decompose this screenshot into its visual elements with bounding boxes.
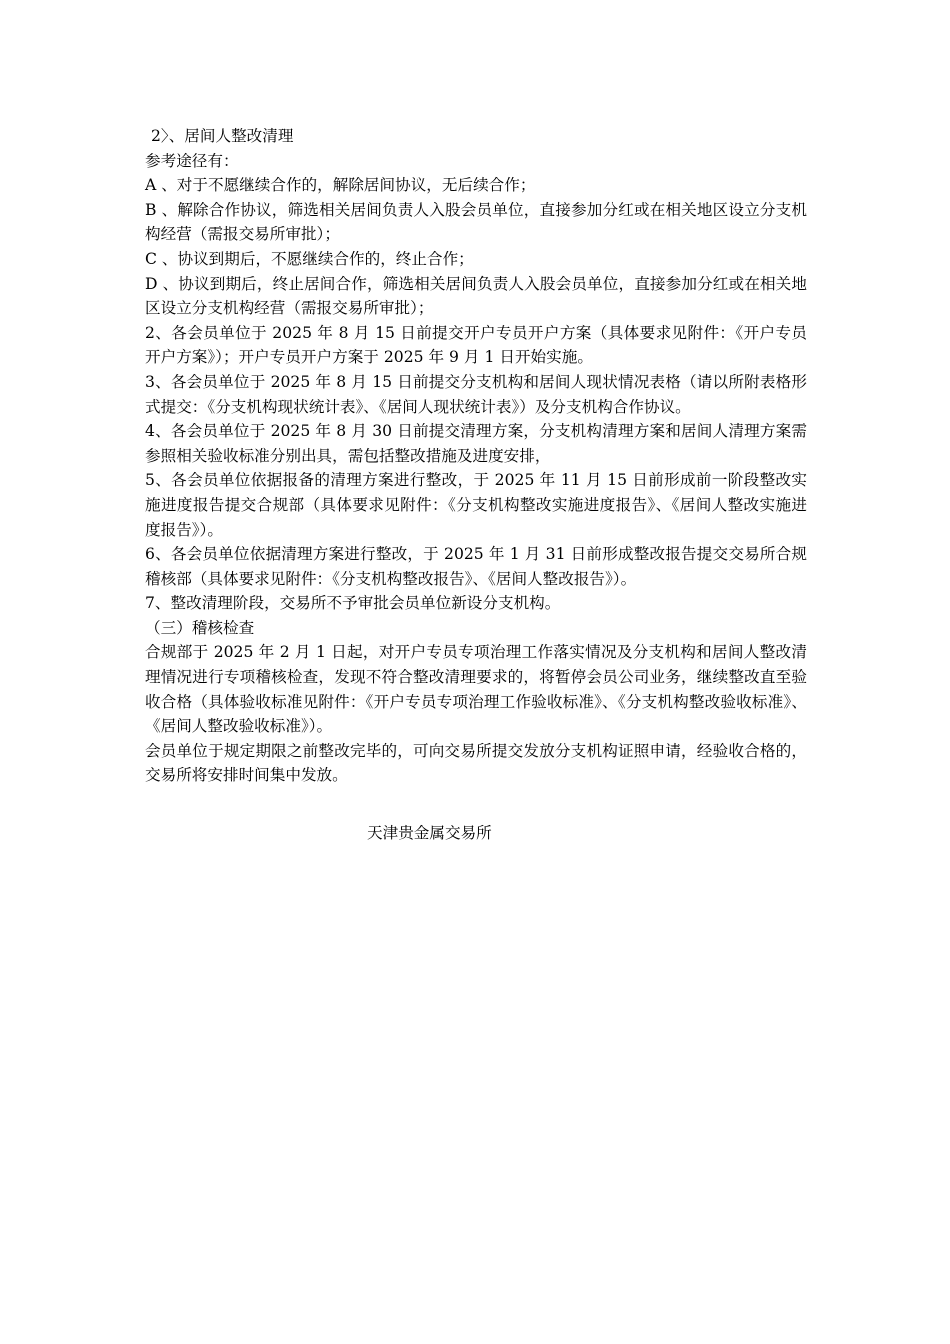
item-2-account-opening-plan: 2、各会员单位于 2025 年 8 月 15 日前提交开户专员开户方案（具体要求见附件：《开户专员开户方案》）；开户专员开户方案于 2025 年 9 月 1 日开始实施。 bbox=[145, 323, 807, 367]
reference-approaches-label: 参考途径有： bbox=[145, 151, 239, 170]
approach-b: B 、解除合作协议，筛选相关居间负责人入股会员单位，直接参加分红或在相关地区设立分支机构经营（需报交易所审批）； bbox=[145, 200, 807, 244]
item-6-rectification-report: 6、各会员单位依据清理方案进行整改，于 2025 年 1 月 31 日前形成整改报告提交交易所合规稽核部（具体要求见附件：《分支机构整改报告》、《居间人整改报告》）。 bbox=[145, 545, 807, 588]
item-3-status-tables: 3、各会员单位于 2025 年 8 月 15 日前提交分支机构和居间人现状情况表格（请以所附表格形式提交：《分支机构现状统计表》、《居间人现状统计表》）及分支机构合作协议。 bbox=[145, 372, 807, 416]
approach-a: A 、对于不愿继续合作的，解除居间协议，无后续合作； bbox=[145, 176, 536, 195]
license-issuance-paragraph: 会员单位于规定期限之前整改完毕的，可向交易所提交发放分支机构证照申请，经验收合格的，交易所将安排时间集中发放。 bbox=[145, 741, 807, 785]
document-body bbox=[145, 124, 807, 788]
issuer-signature: 天津贵金属交易所 bbox=[367, 824, 492, 842]
approach-c: C 、协议到期后，不愿继续合作的，终止合作； bbox=[145, 249, 474, 268]
item-4-cleanup-plan: 4、各会员单位于 2025 年 8 月 30 日前提交清理方案，分支机构清理方案和居间人清理方案需参照相关验收标准分别出具，需包括整改措施及进度安排， bbox=[145, 422, 807, 465]
item-5-progress-report: 5、各会员单位依据报备的清理方案进行整改，于 2025 年 11 月 15 日前形成前一阶段整改实施进度报告提交合规部（具体要求见附件：《分支机构整改实施进度报告》、《居间人整改实施进度报告》）。 bbox=[145, 471, 807, 539]
section-heading-broker-rectification: 2〉、居间人整改清理 bbox=[151, 127, 294, 145]
approach-d: D 、协议到期后，终止居间合作，筛选相关居间负责人入股会员单位，直接参加分红或在相关地区设立分支机构经营（需报交易所审批）； bbox=[145, 274, 807, 318]
item-7-no-new-branches: 7、整改清理阶段，交易所不予审批会员单位新设分支机构。 bbox=[145, 594, 561, 613]
audit-inspection-paragraph: 合规部于 2025 年 2 月 1 日起，对开户专员专项治理工作落实情况及分支机构和居间人整改清理情况进行专项稽核检查，发现不符合整改清理要求的，将暂停会员公司业务，继续整改直至验收合格（具体验收标准见附件：《开户专员专项治理工作验收标准》、《分支机构整改验收标准》、《居间人整改验收标准》）。 bbox=[145, 643, 807, 736]
section-heading-audit-inspection: （三）稽核检查 bbox=[145, 618, 255, 637]
